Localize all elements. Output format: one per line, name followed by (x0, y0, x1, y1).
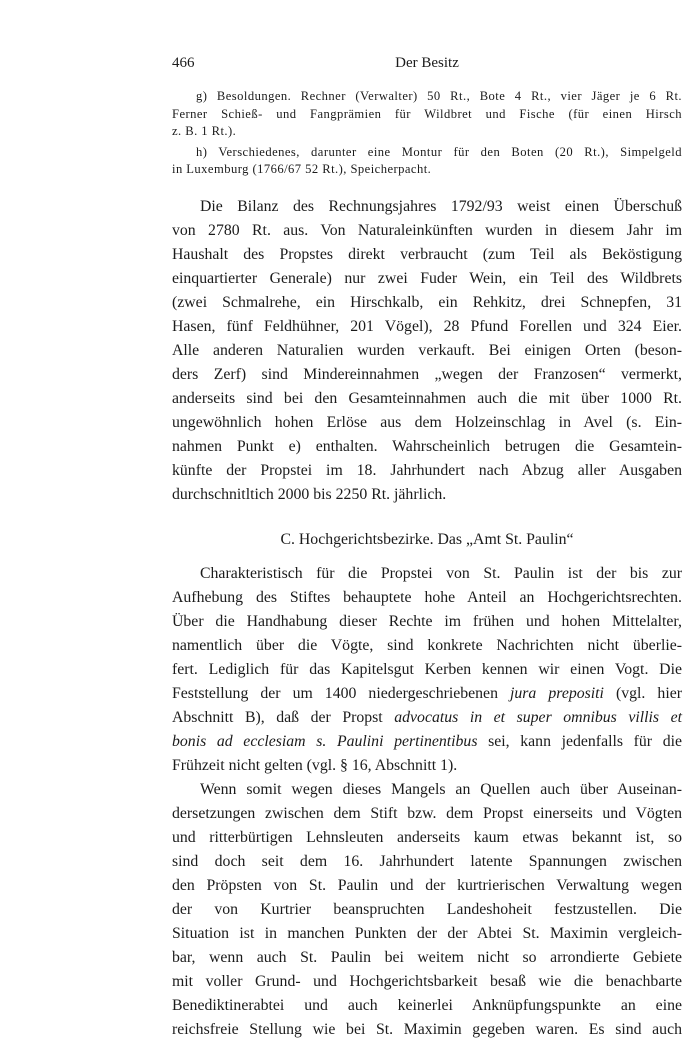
text-line: Haushalt des Propstes direkt verbraucht (zum Teil als Beköstigung (172, 245, 682, 263)
text-line: und ritterbürtigen Lehnsleuten anderseits kaum etwas bekannt ist, so (172, 828, 682, 846)
footnote-line: in Luxemburg (1766/67 52 Rt.), Speicherpacht. (172, 162, 432, 177)
section-heading: C. Hochgerichtsbezirke. Das „Amt St. Paulin“ (280, 530, 574, 548)
text-line: nahmen Punkt e) enthalten. Wahrscheinlich betrugen die Gesamtein- (172, 437, 682, 455)
text-line: Benediktinerabtei und auch keinerlei Anknüpfungspunkte an eine (172, 996, 682, 1014)
text-line: Alle anderen Naturalien wurden verkauft. Bei einigen Orten (beson- (172, 341, 682, 359)
footnote-g (172, 88, 682, 141)
text-line: Über die Handhabung dieser Rechte im frühen und hohen Mittelalter, (172, 612, 682, 630)
text-line: Charakteristisch für die Propstei von St. Paulin ist der bis zur (200, 564, 682, 582)
text-line: sind doch seit dem 16. Jahrhundert latente Spannungen zwischen (172, 852, 682, 870)
footnote-h (172, 144, 682, 179)
page-body (172, 88, 682, 1042)
text-line: Frühzeit nicht gelten (vgl. § 16, Abschnitt 1). (172, 756, 458, 774)
text-line: bar, wenn auch St. Paulin bei weitem nicht so arrondierte Gebiete (172, 948, 682, 966)
paragraph-charakteristisch (172, 562, 682, 778)
text-line: dersetzungen zwischen dem Stift bzw. dem Propst einerseits und Vögten (172, 804, 682, 822)
text-line: ungewöhnlich hohen Erlöse aus dem Holzeinschlag in Avel (s. Ein- (172, 413, 682, 431)
paragraph-wenn-somit (172, 778, 682, 1042)
text-line: der von Kurtrier beanspruchten Landeshoheit festzustellen. Die (172, 900, 682, 918)
text-run: (vgl. hier (603, 684, 682, 702)
text-line: einquartierter Generale) nur zwei Fuder Wein, ein Teil des Wildbrets (172, 269, 682, 287)
latin-phrase: bonis ad ecclesiam s. Paulini pertinentibus (172, 732, 478, 750)
text-run: Feststellung der um 1400 niedergeschriebenen (172, 684, 510, 702)
page-header (172, 55, 682, 77)
footnote-line: h) Verschiedenes, darunter eine Montur für den Boten (20 Rt.), Simpelgeld (196, 144, 682, 159)
footnote-line: Ferner Schieß- und Fangprämien für Wildbret und Fische (für einen Hirsch (172, 106, 682, 121)
paragraph-bilanz (172, 195, 682, 507)
text-line: Aufhebung des Stiftes behauptete hohe Anteil an Hochgerichtsrechten. (172, 588, 682, 606)
latin-phrase: jura prepositi (510, 684, 604, 702)
text-line: fert. Lediglich für das Kapitelsgut Kerben kennen wir einen Vogt. Die (172, 660, 682, 678)
text-line: mit voller Grund- und Hochgerichtsbarkeit besaß wie die benachbarte (172, 972, 682, 990)
text-line: Wenn somit wegen dieses Mangels an Quellen auch über Auseinan- (200, 780, 682, 798)
text-line: reichsfreie Stellung wie bei St. Maximin gegeben waren. Es sind auch (172, 1020, 682, 1038)
text-line: (zwei Schmalrehe, ein Hirschkalb, ein Rehkitz, drei Schnepfen, 31 (172, 293, 682, 311)
text-line: Situation ist in manchen Punkten der der Abtei St. Maximin vergleich- (172, 924, 682, 942)
text-line (172, 706, 682, 730)
text-line: künfte der Propstei im 18. Jahrhundert nach Abzug aller Ausgaben (172, 461, 682, 479)
text-run: sei, kann jedenfalls für die (477, 732, 683, 750)
text-line: den Pröpsten von St. Paulin und der kurtrierischen Verwaltung wegen (172, 876, 682, 894)
text-line: Hasen, fünf Feldhühner, 201 Vögel), 28 Pfund Forellen und 324 Eier. (172, 317, 682, 335)
latin-phrase: advocatus in et super omnibus villis et (394, 708, 682, 726)
footnote-line: z. B. 1 Rt.). (172, 124, 237, 139)
text-line: namentlich über die Vögte, sind konkrete Nachrichten nicht überlie- (172, 636, 682, 654)
text-line (172, 730, 682, 754)
page-number: 466 (172, 55, 195, 71)
running-title: Der Besitz (395, 55, 459, 71)
text-line (172, 682, 682, 706)
text-line: von 2780 Rt. aus. Von Naturaleinkünften wurden in diesem Jahr im (172, 221, 682, 239)
footnote-line: g) Besoldungen. Rechner (Verwalter) 50 Rt., Bote 4 Rt., vier Jäger je 6 Rt. (196, 89, 682, 103)
text-run: Abschnitt B), daß der Propst (172, 708, 395, 726)
text-line: anderseits sind bei den Gesamteinnahmen auch die mit über 1000 Rt. (172, 389, 682, 407)
text-line: Die Bilanz des Rechnungsjahres 1792/93 weist einen Überschuß (200, 197, 682, 215)
text-line: ders Zerf) sind Mindereinnahmen „wegen der Franzosen“ vermerkt, (172, 365, 682, 383)
text-line: durchschnitltich 2000 bis 2250 Rt. jährlich. (172, 485, 447, 503)
